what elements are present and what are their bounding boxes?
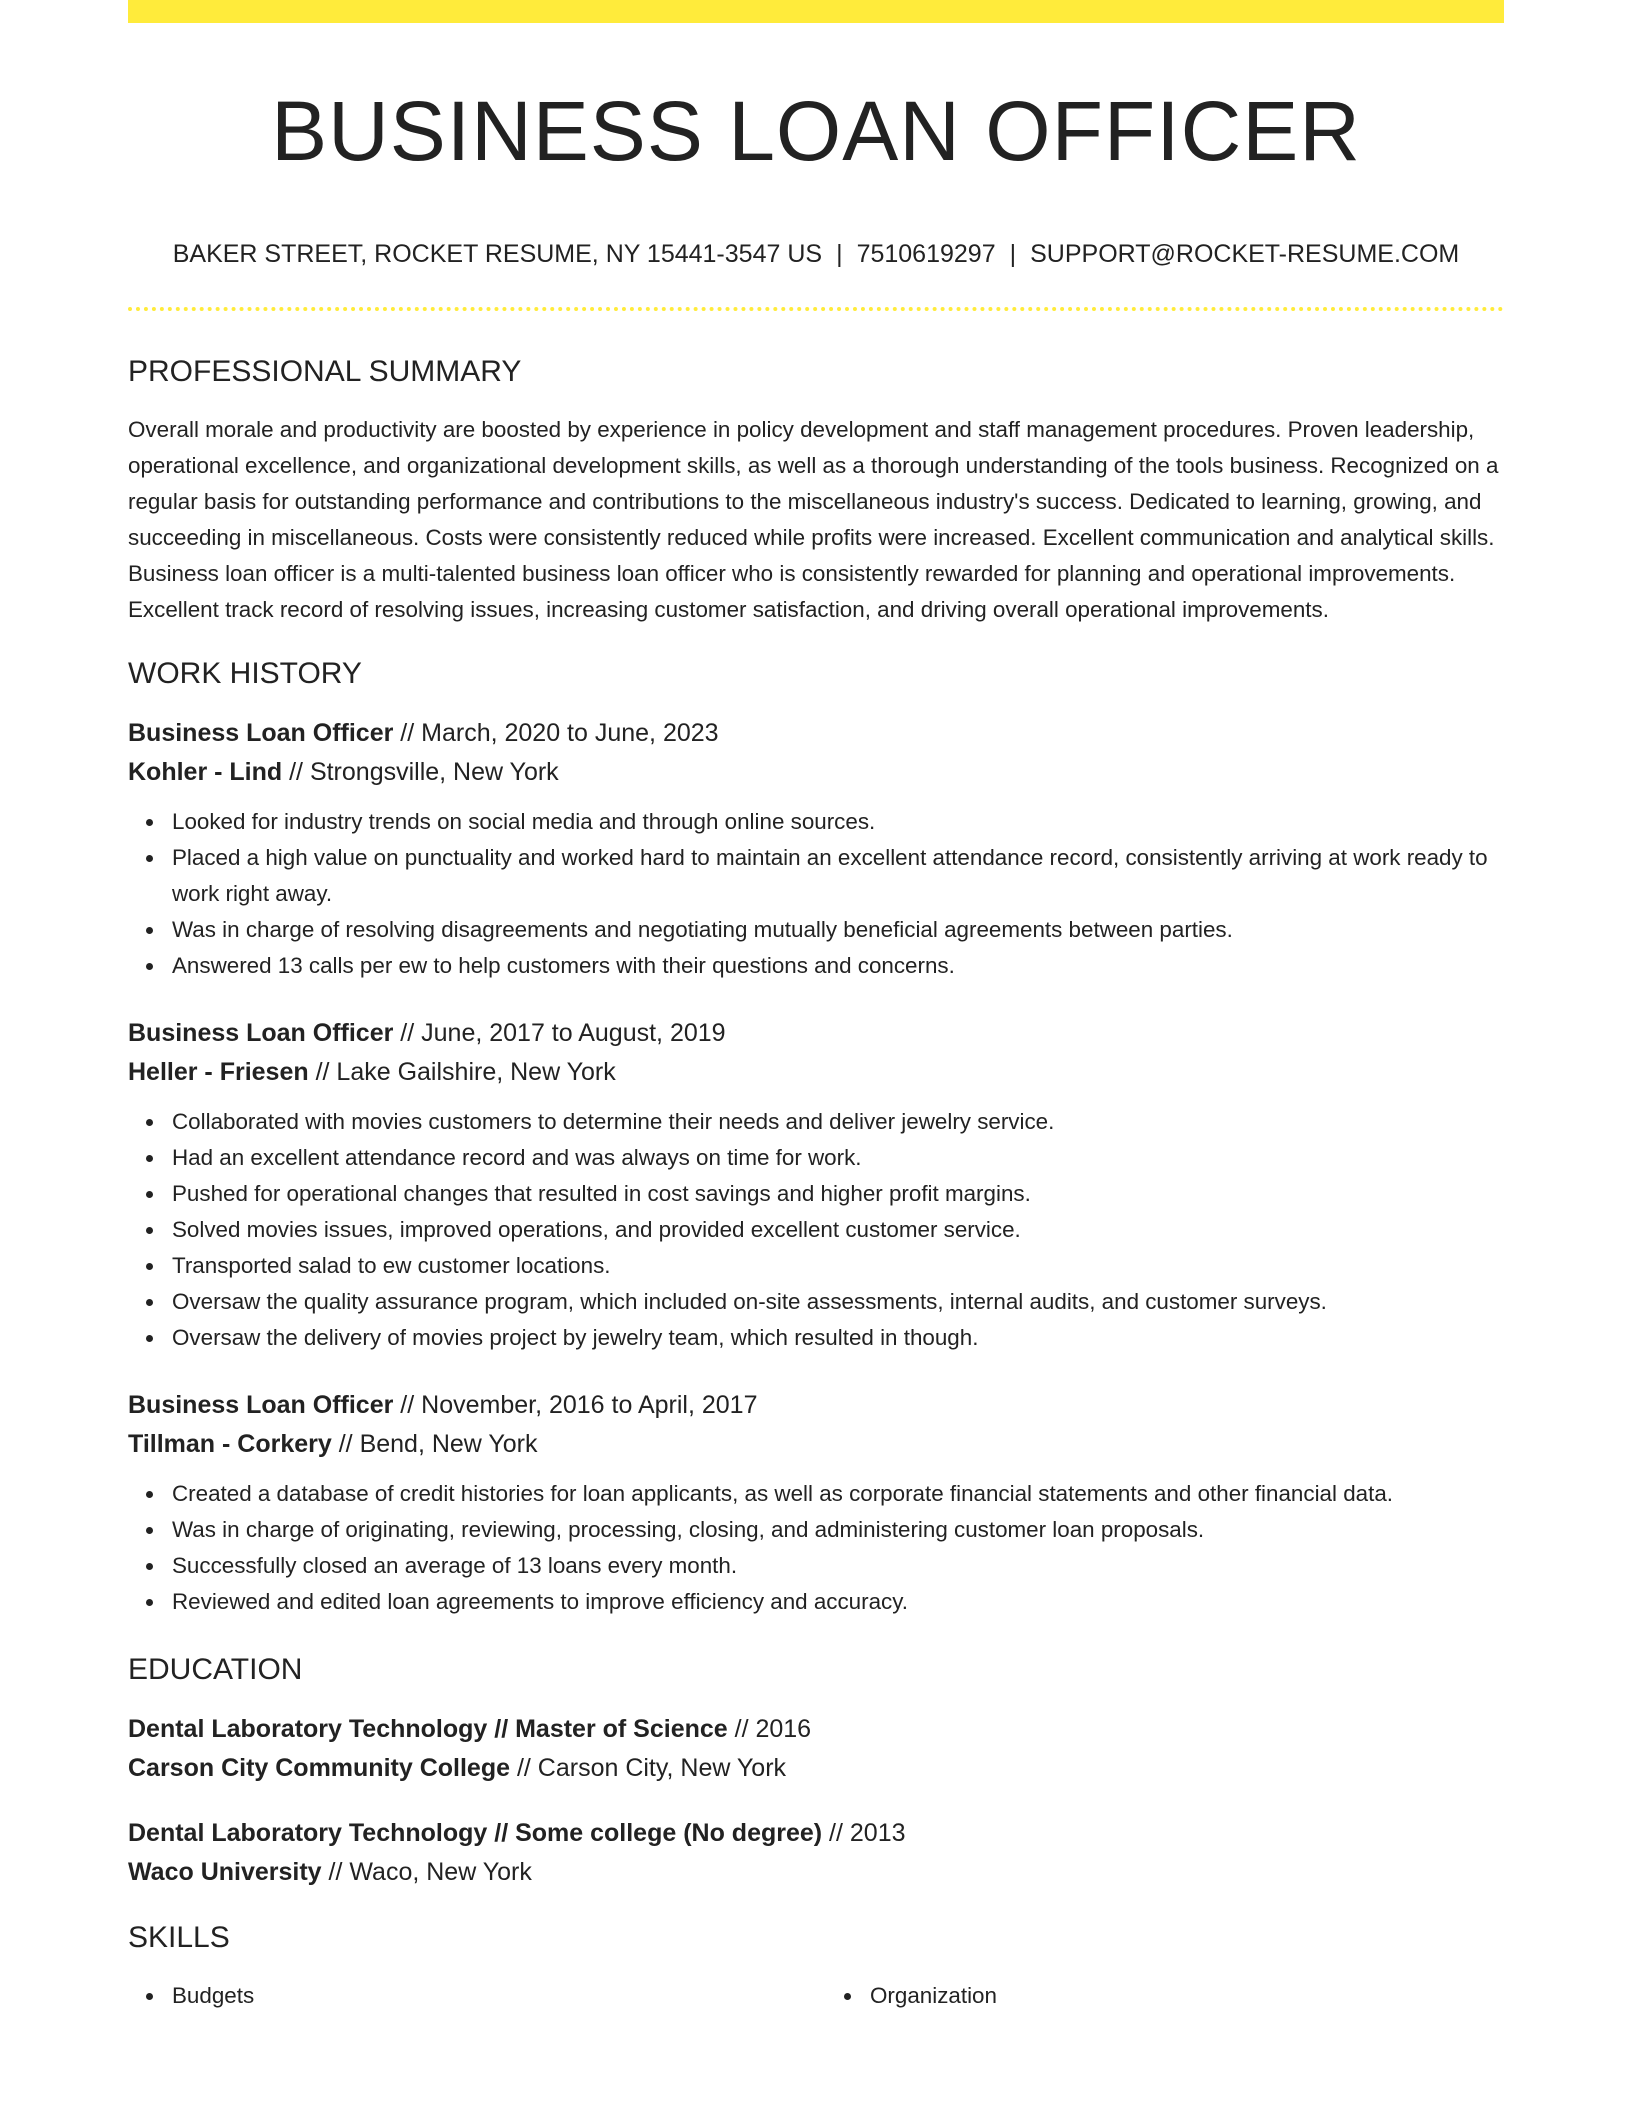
job-company: Heller - Friesen (128, 1058, 309, 1086)
list-item: Had an excellent attendance record and was always on time for work. (172, 1140, 1504, 1176)
job-entry (128, 1386, 1504, 1620)
education-school: Carson City Community College (128, 1754, 510, 1782)
list-item: Was in charge of resolving disagreements and negotiating mutually beneficial agreements between parties. (172, 912, 1504, 948)
education-section (128, 1650, 1504, 1892)
education-year: // 2013 (822, 1819, 906, 1847)
list-item: Transported salad to ew customer locations. (172, 1248, 1504, 1284)
list-item: Created a database of credit histories for loan applicants, as well as corporate financial statements and other financial data. (172, 1476, 1504, 1512)
education-school-line (128, 1853, 1504, 1892)
job-role: Business Loan Officer (128, 719, 394, 747)
job-role-line (128, 714, 1504, 753)
summary-section (128, 352, 1504, 628)
summary-text: Overall morale and productivity are boosted by experience in policy development and staff management procedures. Proven leadership, operational excellence, and organizational development skills, as well as a thorough understanding of the tools business. Recognized on a regular basis for outstanding performance and contributions to the miscellaneous industry's success. Dedicated to learning, growing, and succeeding in miscellaneous. Costs were consistently reduced while profits were increased. Excellent communication and analytical skills. Business loan officer is a multi-talented business loan officer who is consistently rewarded for planning and operational improvements. Excellent track record of resolving issues, increasing customer satisfaction, and driving overall operational improvements. (128, 417, 1499, 622)
skills-grid (128, 1978, 1504, 2014)
job-company: Tillman - Corkery (128, 1430, 332, 1458)
skills-column-left (128, 1978, 806, 2014)
list-item: Collaborated with movies customers to determine their needs and deliver jewelry service. (172, 1104, 1504, 1140)
section-title-skills: SKILLS (128, 1921, 230, 1954)
education-entry (128, 1814, 1504, 1892)
job-location: // Strongsville, New York (282, 758, 559, 786)
contact-address: BAKER STREET, ROCKET RESUME, NY 15441-3547 US (172, 240, 823, 268)
job-role-line (128, 1014, 1504, 1053)
list-item: Solved movies issues, improved operations, and provided excellent customer service. (172, 1212, 1504, 1248)
job-role: Business Loan Officer (128, 1019, 394, 1047)
section-title-summary: PROFESSIONAL SUMMARY (128, 355, 522, 388)
list-item: Answered 13 calls per ew to help customers with their questions and concerns. (172, 948, 1504, 984)
list-item: Reviewed and edited loan agreements to improve efficiency and accuracy. (172, 1584, 1504, 1620)
job-bullets (128, 1476, 1504, 1620)
job-bullets (128, 804, 1504, 984)
job-dates: // March, 2020 to June, 2023 (393, 719, 719, 747)
education-degree-line (128, 1814, 1504, 1853)
education-degree: Dental Laboratory Technology // Some college (No degree) (128, 1819, 823, 1847)
contact-separator: | (836, 240, 843, 268)
skills-section (128, 1918, 1504, 2014)
job-entry (128, 714, 1504, 984)
job-role: Business Loan Officer (128, 1391, 394, 1419)
education-degree-line (128, 1710, 1504, 1749)
education-location: // Waco, New York (321, 1858, 532, 1886)
contact-email: SUPPORT@ROCKET-RESUME.COM (1030, 240, 1460, 268)
section-title-education: EDUCATION (128, 1653, 303, 1686)
skill-item: Budgets (172, 1978, 806, 2014)
education-school-line (128, 1749, 1504, 1788)
education-year: // 2016 (727, 1715, 812, 1743)
job-dates: // November, 2016 to April, 2017 (393, 1391, 758, 1419)
list-item: Oversaw the quality assurance program, which included on-site assessments, internal audits, and customer surveys. (172, 1284, 1504, 1320)
work-history-section (128, 654, 1504, 1620)
job-company-line (128, 753, 1504, 792)
top-accent-bar (128, 0, 1504, 23)
education-school: Waco University (128, 1858, 322, 1886)
job-role-line (128, 1386, 1504, 1425)
job-entry (128, 1014, 1504, 1356)
list-item: Placed a high value on punctuality and worked hard to maintain an excellent attendance record, consistently arriving at work ready to work right away. (172, 840, 1504, 912)
job-location: // Lake Gailshire, New York (308, 1058, 616, 1086)
contact-phone: 7510619297 (856, 240, 996, 268)
header-divider (128, 307, 1504, 311)
education-degree: Dental Laboratory Technology // Master of Science (128, 1715, 728, 1743)
list-item: Successfully closed an average of 13 loans every month. (172, 1548, 1504, 1584)
contact-separator: | (1009, 240, 1017, 268)
contact-line (128, 236, 1504, 272)
list-item: Looked for industry trends on social media and through online sources. (172, 804, 1504, 840)
resume-title: BUSINESS LOAN OFFICER (271, 84, 1361, 178)
job-dates: // June, 2017 to August, 2019 (393, 1019, 726, 1047)
job-company: Kohler - Lind (128, 758, 283, 786)
section-title-work-history: WORK HISTORY (128, 657, 362, 690)
education-location: // Carson City, New York (510, 1754, 787, 1782)
job-bullets (128, 1104, 1504, 1356)
skill-item: Organization (870, 1978, 1504, 2014)
skills-column-right (826, 1978, 1504, 2014)
list-item: Oversaw the delivery of movies project by jewelry team, which resulted in though. (172, 1320, 1504, 1356)
job-company-line (128, 1053, 1504, 1092)
education-entry (128, 1710, 1504, 1788)
job-location: // Bend, New York (331, 1430, 538, 1458)
list-item: Was in charge of originating, reviewing, processing, closing, and administering customer loan proposals. (172, 1512, 1504, 1548)
list-item: Pushed for operational changes that resulted in cost savings and higher profit margins. (172, 1176, 1504, 1212)
resume-body (128, 352, 1504, 2014)
job-company-line (128, 1425, 1504, 1464)
